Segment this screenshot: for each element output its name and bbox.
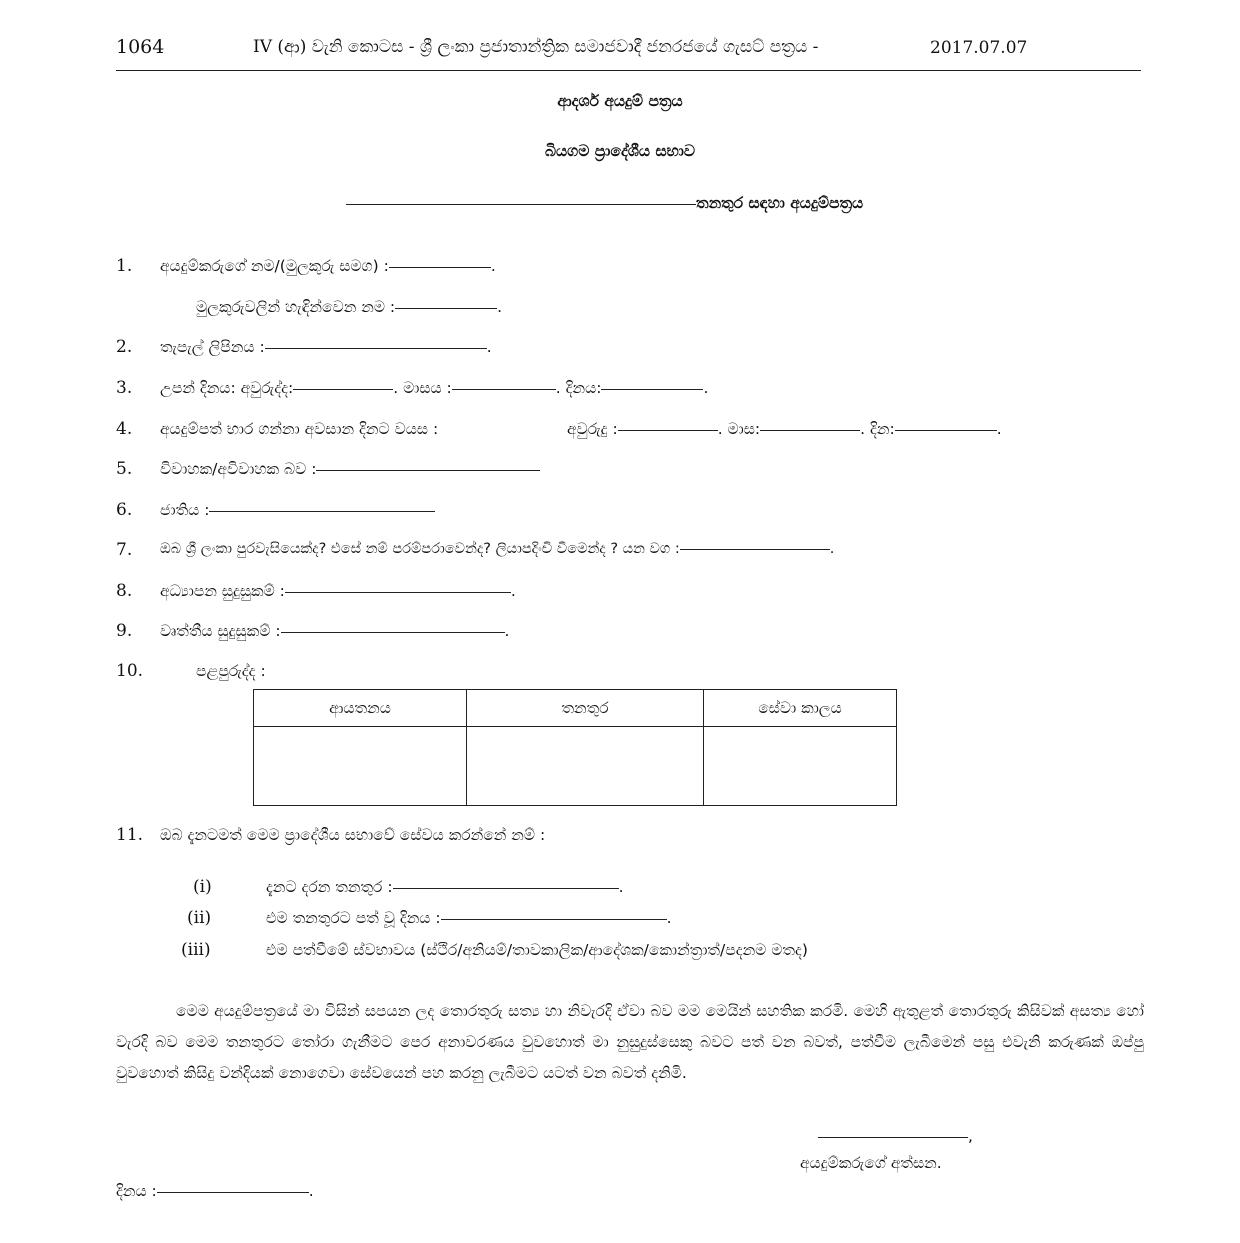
item-4-years-label: අවුරුදු : [567, 420, 618, 438]
post-cell[interactable] [467, 727, 704, 806]
gazette-date: 2017.07.07 [930, 38, 1028, 58]
signature-comma: , [968, 1127, 973, 1145]
sub-item-ii-label: එම තනතුරට පත් වූ දිනය : [266, 909, 441, 927]
institution-cell[interactable] [254, 727, 467, 806]
sub-item-ii-end: . [666, 909, 672, 927]
item-3-day-label: . දිනය: [555, 379, 602, 397]
name-with-initials-blank[interactable] [389, 266, 491, 268]
item-1-label: අයදුම්කරුගේ නම/(මුලකුරු සමග) : [160, 257, 389, 275]
item-3-end: . [703, 379, 709, 397]
gazette-part-label: IV (ආ) වැනි කොටස - ශ්‍රී ලංකා ප්‍රජාතාන්ත්‍රික සමාජවාදී ජනරජයේ ගැසට් පත්‍රය - [253, 37, 819, 57]
post-title-line [346, 194, 863, 213]
birth-month-blank[interactable] [452, 388, 556, 390]
header-post: තනතුර [467, 690, 704, 727]
council-name: බියගම ප්‍රාදේශීය සභාව [544, 142, 696, 160]
sub-item-ii-number: (ii) [187, 908, 212, 928]
item-9-row [160, 622, 509, 641]
sub-item-i-row [266, 878, 624, 897]
item-7-end: . [829, 541, 835, 557]
citizenship-blank[interactable] [680, 548, 830, 550]
marital-status-blank[interactable] [316, 469, 540, 471]
header-institution: ආයතනය [254, 690, 467, 727]
item-1-number: 1. [116, 256, 133, 276]
item-11-label: ඔබ දැනටමත් මෙම ප්‍රාදේශීය සභාවේ සේවය කරන්නේ නම් : [160, 826, 546, 844]
header-rule [116, 70, 1141, 71]
item-4-days-label: . දින: [860, 420, 895, 438]
item-3-row [160, 379, 708, 398]
item-4-number: 4. [116, 419, 133, 439]
signature-label: අයදුම්කරුගේ අත්සන. [800, 1154, 942, 1172]
sub-item-i-label: දැනට දරන තනතුර : [266, 878, 393, 896]
post-name-blank[interactable] [346, 203, 696, 205]
age-months-blank[interactable] [760, 429, 860, 431]
date-blank[interactable] [157, 1191, 309, 1193]
age-days-blank[interactable] [895, 429, 997, 431]
item-5-number: 5. [116, 459, 133, 479]
appointment-date-blank[interactable] [441, 918, 667, 920]
sub-item-i-number: (i) [193, 877, 212, 897]
signature-line-row [818, 1127, 973, 1145]
service-period-cell[interactable] [704, 727, 897, 806]
sub-item-ii-row [266, 909, 672, 928]
item-4-end: . [996, 420, 1002, 438]
item-5-row [160, 460, 540, 479]
experience-table [253, 689, 897, 806]
item-5-label: විවාහක/අවිවාහක බව : [160, 460, 317, 478]
header-service-period: සේවා කාලය [704, 690, 897, 727]
item-6-number: 6. [116, 500, 133, 520]
postal-address-blank[interactable] [265, 347, 487, 349]
item-2-row [160, 338, 492, 357]
item-3-number: 3. [116, 378, 133, 398]
item-8-number: 8. [116, 581, 133, 601]
item-3-label: උපන් දිනය: අවුරුද්ද: [160, 379, 294, 397]
item-7-label: ඔබ ශ්‍රී ලංකා පුරවැසියෙක්ද? එසේ නම් පරම්පරාවෙන්ද? ලියාපදිංචි වීමෙන්ද ? යන වග : [160, 541, 680, 557]
age-years-blank[interactable] [618, 429, 718, 431]
item-4-label: අයදුම්පත් භාර ගන්නා අවසාන දිනට වයස : [160, 420, 439, 438]
date-end: . [308, 1182, 314, 1200]
education-blank[interactable] [285, 591, 511, 593]
item-3-month-label: . මාසය : [393, 379, 452, 397]
item-11-number: 11. [116, 825, 144, 845]
item-8-row [160, 582, 516, 601]
birth-day-blank[interactable] [601, 388, 703, 390]
item-7-number: 7. [116, 540, 133, 560]
item-10-label: පළපුරුද්ද : [196, 662, 266, 680]
signature-blank[interactable] [818, 1136, 968, 1138]
item-10-number: 10. [116, 661, 144, 681]
item-8-end: . [510, 582, 516, 600]
item-9-label: වෘත්තීය සුදුසුකම් : [160, 622, 281, 640]
declaration-paragraph: මෙම අයදුම්පත්‍රයේ මා විසින් සපයන ලද තොරතුරු සත්‍ය හා නිවැරදි ඒවා බව මම මෙයින් සහතික කරමි. මෙහි ඇතුළත් තොරතුරු කිසිවක් අසත්‍ය හෝ වැරදි බව මෙම තනතුරට තෝරා ගැනීමට පෙර අනාවරණය වුවහොත් මා නුසුදුස්සෙකු බවට පත් වන බවත්, පත්වීම ලැබීමෙන් පසු එවැනි කරුණක් ඔප්පු වුවහොත් කිසිදු වන්දියක් නොගෙවා සේවයෙන් පහ කරනු ලැබීමට යටත් වන බවත් දනිමි. [116, 1002, 1144, 1082]
item-1-row [160, 257, 496, 276]
sub-item-i-end: . [618, 878, 624, 896]
form-title: ආදර්ශ අයදුම් පත්‍රය [557, 92, 683, 110]
item-1b-row [196, 298, 502, 317]
page-number: 1064 [116, 36, 165, 58]
name-by-initials-blank[interactable] [395, 307, 497, 309]
item-9-end: . [504, 622, 510, 640]
item-1-end: . [490, 257, 496, 275]
item-4-months-label: . මාස: [717, 420, 761, 438]
item-9-number: 9. [116, 621, 133, 641]
item-1b-label: මුලකුරුවලින් හැඳින්වෙන නම : [196, 298, 396, 316]
experience-table-row [254, 727, 897, 806]
item-6-row [160, 501, 435, 520]
item-1b-end: . [497, 298, 503, 316]
birth-year-blank[interactable] [293, 388, 393, 390]
item-8-label: අධ්‍යාපන සුදුසුකම් : [160, 582, 285, 600]
date-row [116, 1182, 314, 1201]
item-2-number: 2. [116, 337, 133, 357]
item-7-row [160, 541, 834, 557]
item-4-row [567, 420, 1002, 439]
current-post-blank[interactable] [393, 887, 619, 889]
professional-qualifications-blank[interactable] [281, 631, 505, 633]
post-title-suffix: තනතුර සඳහා අයදුම්පත්‍රය [696, 194, 864, 212]
item-2-label: තැපැල් ලිපිනය : [160, 338, 265, 356]
item-2-end: . [486, 338, 492, 356]
sub-item-iii-label: එම පත්වීමේ ස්වභාවය (ස්ථිර/අනියම්/තාවකාලික/ආදේශක/කොන්ත්‍රාත්/පදනම මතද) [266, 941, 808, 959]
item-6-label: ජාතිය : [160, 501, 210, 519]
nationality-blank[interactable] [209, 510, 435, 512]
sub-item-iii-number: (iii) [181, 940, 211, 960]
date-label: දිනය : [116, 1182, 157, 1200]
experience-table-header-row [254, 690, 897, 727]
